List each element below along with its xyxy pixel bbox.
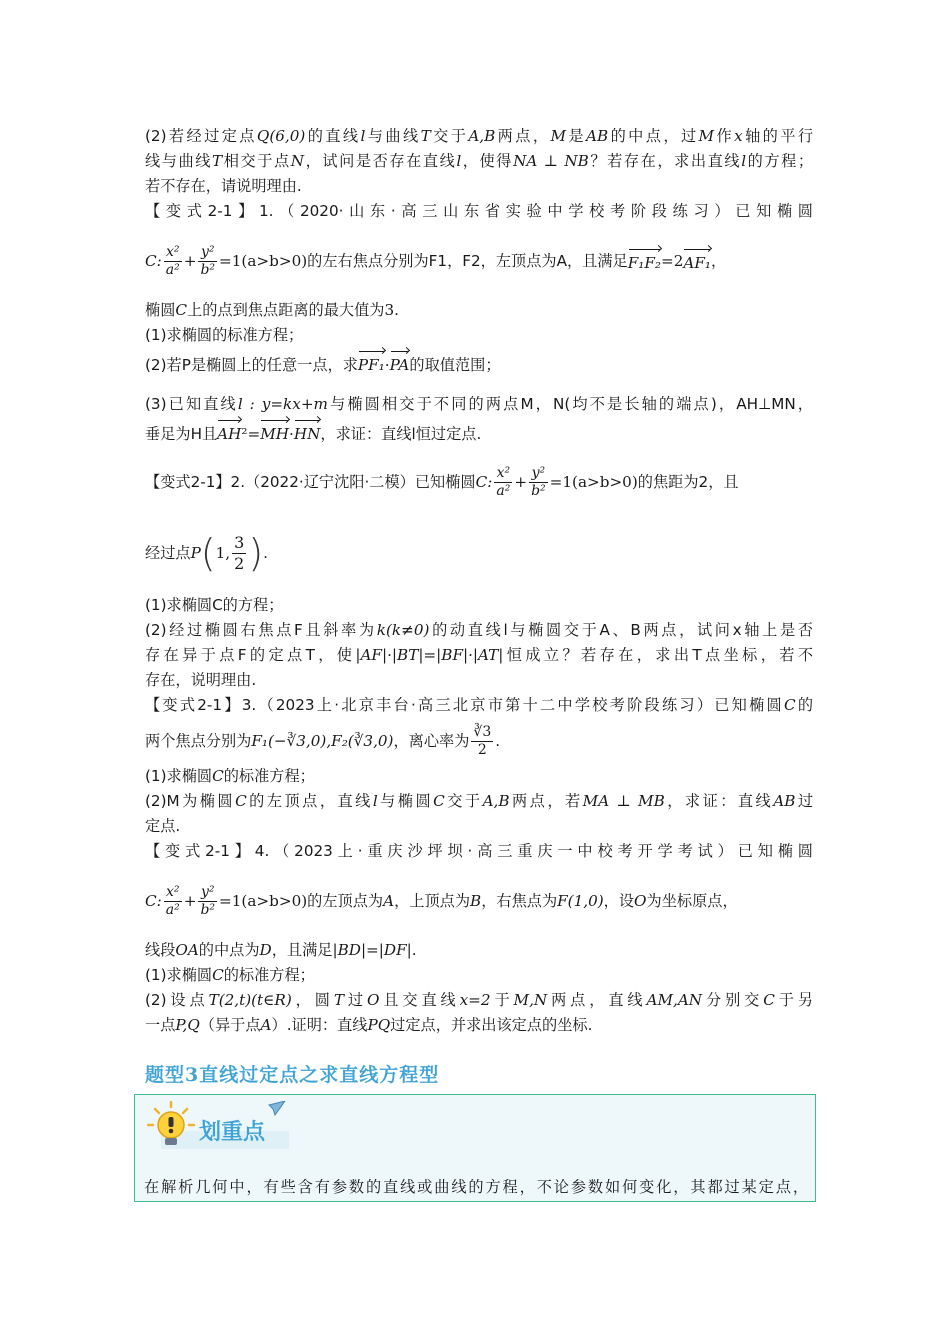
sub-question: (1)求椭圆C的方程； — [145, 596, 284, 614]
question-text: (2)若经过定点Q(6,0)的直线l与曲线T交于A,B两点，M是AB的中点，过M作x轴的平行 — [145, 127, 814, 145]
sub-question: (2)M为椭圆C的左顶点，直线l与椭圆C交于A,B两点，若MA ⊥ MB，求证：直线AB过 — [145, 792, 814, 810]
sub-question: (2)若P是椭圆上的任意一点，求PF₁·PA的取值范围； — [145, 348, 813, 392]
sub-question: 存在异于点F的定点T，使|AF|·|BT|=|BF|·|AT|恒成立？若存在，求出T点坐标，若不 — [145, 646, 814, 664]
variant-heading: 【变式2-1】4.（2023上·重庆沙坪坝·高三重庆一中校考开学考试）已知椭圆 — [145, 842, 813, 860]
variant-heading: 【变式2-1】1.（2020·山东·高三山东省实验中学校考阶段练习）已知椭圆 — [145, 202, 813, 220]
question-text: 椭圆C上的点到焦点距离的最大值为3. — [145, 301, 399, 319]
sub-question: (3)已知直线l : y=kx+m与椭圆相交于不同的两点M，N(均不是长轴的端点)，AH⊥MN， — [145, 395, 813, 413]
key-point-label: 划重点 — [199, 1120, 266, 1145]
section-title: 题型3直线过定点之求直线方程型 — [145, 1064, 440, 1086]
sub-question: (2)设点T(2,t)(t∈R)，圆T过O且交直线x=2于M,N两点，直线AM,AN分别交C于另 — [145, 991, 813, 1009]
sub-question: 定点. — [145, 817, 181, 835]
question-text: 若不存在，请说明理由. — [145, 177, 302, 195]
ellipse-equation-line: C: $\frac{\text{x²}}{\text{a²}}$ + $\frac{\text{y²}}{\text{b²}}$ =1(a>b>0) 的左右焦点分别为F1，F2，左顶点为A，且满足 F₁F₂ =2 AF₁ ， — [145, 243, 727, 278]
sub-question: 存在，说明理由. — [145, 671, 257, 689]
key-point-text: 在解析几何中，有些含有参数的直线或曲线的方程，不论参数如何变化，其都过某定点， — [144, 1178, 808, 1196]
sub-question: (1)求椭圆的标准方程； — [145, 326, 304, 344]
question-text: 线与曲线T相交于点N，试问是否存在直线l，使得NA ⊥ NB？若存在，求出直线l的方程； — [145, 152, 814, 170]
sub-question: (1)求椭圆C的标准方程； — [145, 966, 315, 984]
sub-question: (1)求椭圆C的标准方程； — [145, 767, 315, 785]
key-point-badge — [147, 1101, 289, 1151]
question-text: 经过点 P ( 1, $\frac{3}{2}$ ) . — [145, 530, 268, 575]
sub-question: 一点P,Q（异于点A）.证明：直线PQ过定点，并求出该定点的坐标. — [145, 1016, 593, 1034]
variant-heading: 【变式2-1】2.（2022·辽宁沈阳·二模）已知椭圆 C: $\frac{\text{x²}}{\text{a²}}$ + $\frac{\text{y²}}{\text{b²}}$ =1(a>b>0) 的焦距为2，且 — [145, 464, 739, 499]
question-text: 两个焦点分别为 F₁(−∛3,0),F₂(∛3,0) ，离心率为 $\frac{∛3}{2}$ . — [145, 723, 501, 758]
document-body — [145, 124, 813, 1038]
sub-question: 垂足为H且AH²=MH·HN，求证：直线l恒过定点. — [145, 417, 813, 451]
question-text: 线段OA的中点为D，且满足|BD|=|DF|. — [145, 941, 417, 959]
sub-question: (2)经过椭圆右焦点F且斜率为k(k≠0)的动直线l与椭圆交于A、B两点，试问x轴上是否 — [145, 621, 813, 639]
ellipse-equation-line: C: $\frac{\text{x²}}{\text{a²}}$ + $\frac{\text{y²}}{\text{b²}}$ =1(a>b>0) 的左顶点为 A ，上顶点为 B ，右焦点为 F(1,0) ，设 O 为坐标原点， — [145, 883, 738, 918]
lightbulb-icon — [147, 1101, 289, 1151]
key-point-box — [134, 1094, 816, 1202]
variant-heading: 【变式2-1】3.（2023上·北京丰台·高三北京市第十二中学校考阶段练习）已知椭圆C的 — [145, 696, 814, 714]
